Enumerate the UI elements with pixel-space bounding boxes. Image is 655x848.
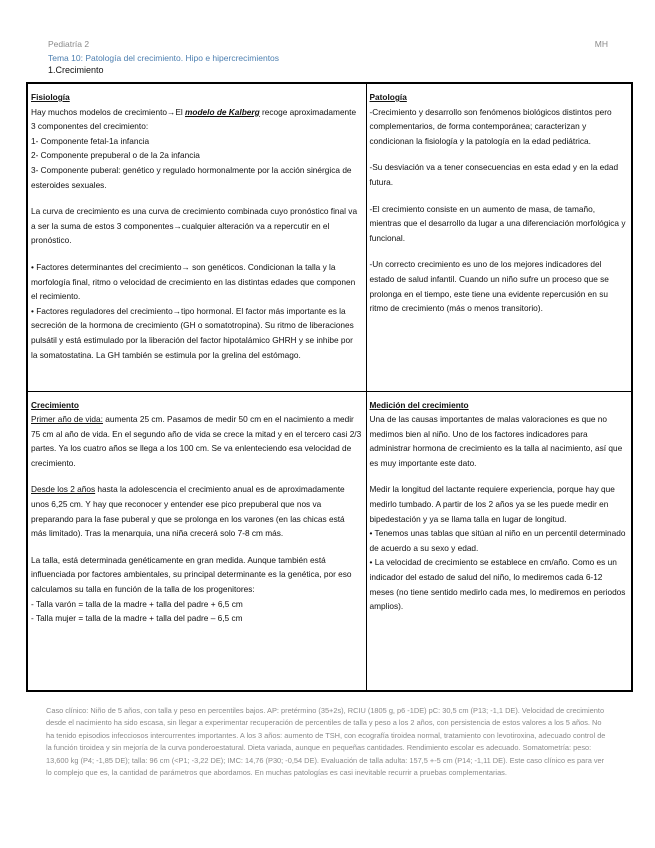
first-year-lead: Primer año de vida: (31, 414, 103, 425)
medicion-heading: Medición del crecimiento (369, 399, 469, 410)
growth-curve-paragraph: La curva de crecimiento es una curva de crecimiento combinada cuyo pronóstico final va a ser la suma de estos 3 componentes→cualquier alteración va a repercutir en el pronóstico. (31, 206, 358, 246)
female-height-formula: - Talla mujer = talla de la madre + talla del padre – 6,5 cm (31, 613, 243, 624)
spacer (31, 248, 362, 260)
first-year-paragraph (31, 412, 362, 470)
course-name: Pediatría 2 (48, 39, 90, 49)
kalberg-model: modelo de Kalberg (185, 106, 260, 117)
regulator-factors: • Factores reguladores del crecimiento→tipo hormonal. El factor más importante es la secreción de la hormona de crecimiento (GH o somatotropina). Su ritmo de liberaciones pulsátil y está estimulado por la liberación del factor hipotalámico GHRH y se inhibe por la somatostatina. La GH también se estimula por la grelina del estómago. (31, 305, 354, 360)
growth-velocity-bullet: • La velocidad de crecimiento se establece en cm/año. Como es un indicador del estado de salud del niño, lo mediremos cada 6-12 meses (no tiene sentido medirlo cada mes, lo mediremos en periodos amplios). (369, 557, 626, 612)
medicion-paragraph-2: Medir la longitud del lactante requiere experiencia, porque hay que medirlo tumbado. A partir de los 2 años ya se les puede medir en bipedestación y ya se llama talla en lugar de longitud. (369, 484, 615, 524)
patologia-heading: Patología (369, 92, 407, 102)
intro-text-b: recoge aproximadamente 3 componentes del crecimiento: (31, 106, 357, 132)
spacer (370, 148, 628, 160)
author-initials: MH (594, 39, 608, 49)
crecimiento-heading: Crecimiento (31, 399, 79, 410)
from-two-years-lead: Desde los 2 años (31, 484, 96, 495)
genetic-height-paragraph: La talla, está determinada genéticamente en gran medida. Aunque también está influenciada por factores ambientales, su principal determinante es la genética, por eso calculamos su talla en función de la talla de los progenitores: (31, 554, 352, 595)
patologia-paragraph-1: -Crecimiento y desarrollo son fenómenos biológicos distintos pero complementarios, de forma contemporánea; caracterizan y condicionan la fisiología y la patología en la edad pediátrica. (369, 106, 612, 146)
spacer (370, 245, 628, 257)
spacer (31, 541, 362, 553)
content-table (26, 82, 633, 692)
male-height-formula: - Talla varón = talla de la madre + talla del padre + 6,5 cm (31, 598, 243, 609)
spacer (31, 192, 362, 204)
spacer (370, 470, 628, 482)
component-3: 3- Componente puberal: genético y regulado hormonalmente por la acción sinérgica de esteroides sexuales. (31, 164, 352, 190)
fisiologia-intro (31, 105, 362, 134)
determinant-factors: • Factores determinantes del crecimiento→ son genéticos. Condicionan la talla y la morfología final, ritmo o velocidad de crecimiento en las distintas edades que componen el recimiento. (31, 261, 356, 302)
patologia-paragraph-4: -Un correcto crecimiento es uno de los mejores indicadores del estado de salud infantil. Cuando un niño sufre un proceso que se prolonga en el tiempo, este tiene una evidente repercusión en su ritmo de crecimiento (más o menos transitorio). (369, 259, 609, 314)
page-header (48, 39, 608, 75)
header-top-line (48, 39, 608, 49)
topic-title: Tema 10: Patología del crecimiento. Hipo e hipercrecimientos (48, 53, 280, 63)
fisiologia-heading: Fisiología (31, 92, 70, 102)
patologia-cell (366, 83, 632, 391)
medicion-cell (366, 391, 632, 691)
component-1: 1- Componente fetal-1a infancia (31, 135, 150, 146)
first-year-text: aumenta 25 cm. Pasamos de medir 50 cm en el nacimiento a medir 75 cm al año de vida. En el segundo año de vida se crece la mitad y en el tercero casi 2/3 partes. Ya los cuatro años se llega a los 100 cm. Se va enlenteciendo esa velocidad de crecimiento. (31, 414, 362, 468)
spacer (31, 470, 362, 482)
from-two-years-paragraph (31, 482, 362, 540)
clinical-case: Caso clínico: Niño de 5 años, con talla y peso en percentiles bajos. AP: pretérmino (35+2s), RCIU (1805 g, p6 -1DE) pC: 30,5 cm (P13; -1,1 DE). Velocidad de crecimiento desde el nacimiento ha sido escasa, sin llegar a experimentar recuperación de percentiles de talla y peso a los 2 años, con persistencia de estos valores a los 5 años. No ha tenido episodios infecciosos intercurrentes importantes. A los 3 años: aumento de TSH, con ecografía tiroidea normal, tratamiento con levotiroxina, adecuado control de la función tiroidea y sin mejoría de la curva ponderoestatural. Dieta variada, aunque en pequeñas cantidades. Rendimiento escolar es adecuado. Somatometría: peso: 13,600 kg (P4; -1,85 DE); talla: 96 cm (<P1; -3,22 DE); IMC: 14,76 (P30; -0,54 DE). Evaluación de talla adulta: 157,5 +-5 cm (P14; -1,11 DE). Este caso clínico es para ver lo complejo que es, la cantidad de parámetros que abordamos. En muchas patologías es casi inevitable recurrir a pruebas complementarias. (46, 706, 606, 778)
patologia-paragraph-3: -El crecimiento consiste en un aumento de masa, de tamaño, mientras que el desarrollo da lugar a una diferenciación morfológica y funcional. (369, 203, 626, 243)
spacer (370, 190, 628, 202)
patologia-paragraph-2: -Su desviación va a tener consecuencias en esta edad y en la edad futura. (369, 162, 619, 187)
from-two-years-text: hasta la adolescencia el crecimiento anual es de aproximadamente unos 6,25 cm. Y hay que reconocer y entender ese pico prepuberal que nos va preparando para la fase puberal y que se prolonga en los varones (en las chicas está más limitado). Tras la menarquia, una niña crecerá solo 7-8 cm más. (31, 484, 345, 539)
component-2: 2- Componente prepuberal o de la 2a infancia (31, 150, 200, 161)
crecimiento-cell (27, 391, 366, 691)
section-title: 1.Crecimiento (48, 65, 104, 75)
fisiologia-cell (27, 83, 366, 391)
intro-text-a: Hay muchos modelos de crecimiento→El (31, 106, 186, 117)
percentile-tables-bullet: • Tenemos unas tablas que sitúan al niño en un percentil determinado de acuerdo a su sexo y edad. (369, 528, 626, 553)
medicion-paragraph-1: Una de las causas importantes de malas valoraciones es que no medimos bien al niño. Uno de los factores indicadores para administrar hormona de crecimiento es la talla al nacimiento, así que es muy importante este dato. (369, 414, 623, 468)
